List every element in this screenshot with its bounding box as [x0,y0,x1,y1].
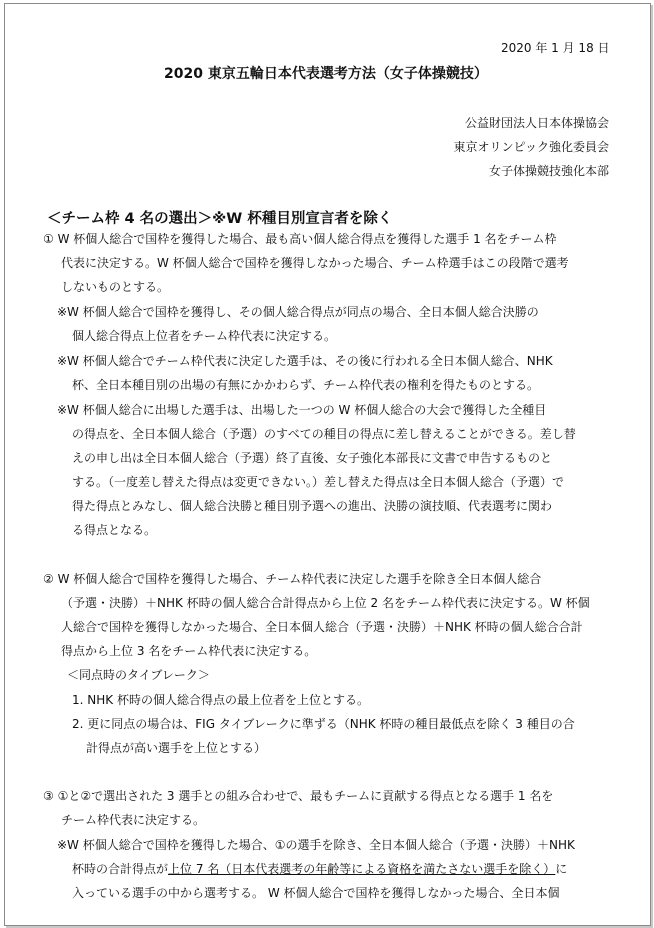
item1-line: しないものとする。 [61,280,170,294]
document-date: 2020 年 1 月 18 日 [501,41,610,55]
item1-note1-line: ※W 杯個人総合で国枠を獲得し、その個人総合得点が同点の場合、全日本個人総合決勝の [57,305,539,319]
item1-note2-line: 杯、全日本種目別の出場の有無にかかわらず、チーム枠代表の権利を得たものとする。 [72,378,540,392]
item2-line: ② W 杯個人総合で国枠を獲得した場合、チーム枠代表に決定した選手を除き全日本個人総合 [43,572,542,586]
item3-note-text: 杯時の合計得点が [72,862,169,876]
item2-line: （予選・決勝）＋NHK 杯時の個人総合合計得点から上位 2 名をチーム枠代表に決定する。W 杯個 [61,596,590,610]
tiebreak-item: 計得点が高い選手を上位とする） [86,741,267,755]
item2-line: 得点から上位 3 名をチーム枠代表に決定する。 [61,644,317,658]
item3-note-underlined: 上位 7 名（日本代表選考の年齢等による資格を満たさない選手を除く） [168,862,556,876]
item3-line: ③ ①と②で選出された 3 選手との組み合わせで、最もチームに貢献する得点となる選手 1 名を [43,789,554,803]
item2-line: 人総合で国枠を獲得しなかった場合、全日本個人総合（予選・決勝）＋NHK 杯時の個人総合合計 [61,620,583,634]
organization-line: 公益財団法人日本体操協会 [464,116,609,130]
item3-note-line: 入っている選手の中から選考する。 W 杯個人総合で国枠を獲得しなかった場合、全日本個 [72,886,560,900]
item1-note3-line: 得た得点とみなし、個人総合決勝と種目別予選への進出、決勝の演技順、代表選考に関わ [72,499,553,513]
document-page [4,3,651,926]
organization-line: 東京オリンピック強化委員会 [453,140,609,154]
item1-note2-line: ※W 杯個人総合でチーム枠代表に決定した選手は、その後に行われる全日本個人総合、NHK [57,354,553,368]
item1-note3-line: る得点となる。 [72,523,157,537]
item1-line: ① W 杯個人総合で国枠を獲得した場合、最も高い個人総合得点を獲得した選手 1 名をチーム枠 [43,232,557,246]
document-title: 2020 東京五輪日本代表選考方法（女子体操競技） [164,66,488,82]
tiebreak-item: 1. NHK 杯時の個人総合得点の最上位者を上位とする。 [72,693,369,707]
item1-line: 代表に決定する。W 杯個人総合で国枠を獲得しなかった場合、チーム枠選手はこの段階で選考 [61,256,569,270]
tiebreak-heading: ＜同点時のタイブレーク＞ [67,668,210,682]
item1-note3-line: ※W 杯個人総合に出場した選手は、出場した一つの W 杯個人総合の大会で獲得した全種目 [57,403,547,417]
organization-line: 女子体操競技強化本部 [488,164,609,178]
item1-note3-line: の得点を、全日本個人総合（予選）のすべての種目の得点に差し替えることができる。差し替 [72,427,576,441]
item1-note3-line: する。（一度差し替えた得点は変更できない。）差し替えた得点は全日本個人総合（予選）で [72,475,565,489]
tiebreak-item: 2. 更に同点の場合は、FIG タイブレークに準ずる（NHK 杯時の種目最低点を除く 3 種目の合 [72,717,575,731]
item3-line: チーム枠代表に決定する。 [61,813,206,827]
item3-note-line: ※W 杯個人総合で国枠を獲得した場合、①の選手を除き、全日本個人総合（予選・決勝）＋NHK [57,838,575,852]
item3-note-line [72,863,567,875]
item3-note-text: に [555,862,568,876]
item1-note1-line: 個人総合得点上位者をチーム枠代表に決定する。 [72,329,337,343]
item1-note3-line: えの申し出は全日本個人総合（予選）終了直後、女子強化本部長に文書で申告するものと [72,451,553,465]
section-heading: ＜チーム枠 4 名の選出＞※W 杯種目別宣言者を除く [47,211,393,227]
